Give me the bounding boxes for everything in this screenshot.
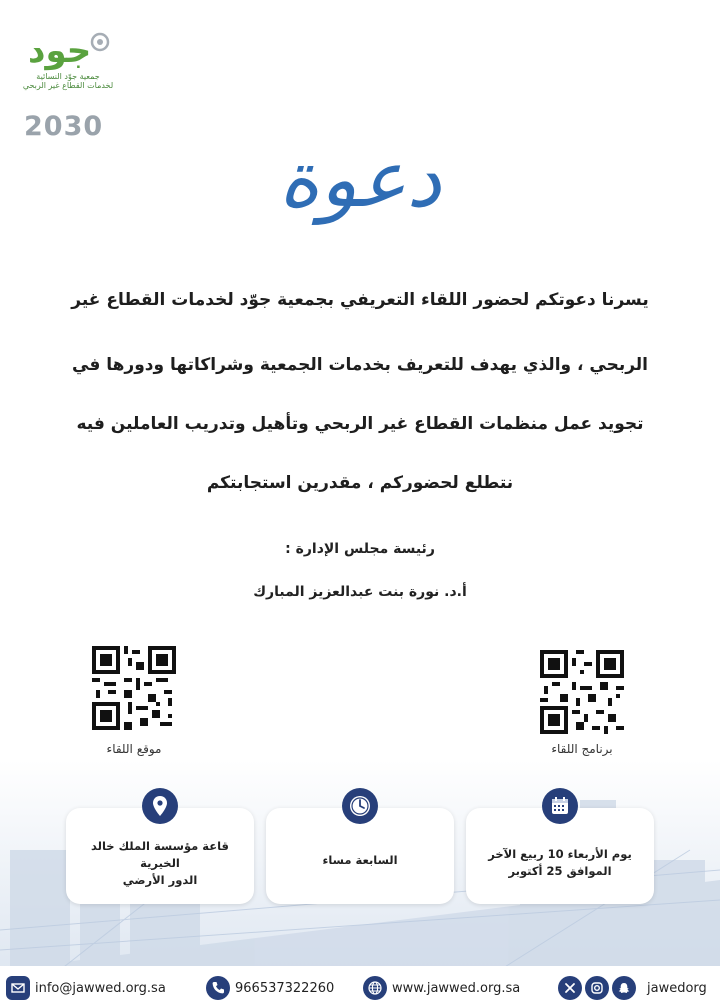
date-line2: الموافق 25 أكتوبر <box>508 864 612 878</box>
phone-contact[interactable] <box>206 975 334 1001</box>
body-line-4: نتطلع لحضوركم ، مقدرين استجابتكم <box>206 473 514 493</box>
invitation-title: دعوة <box>278 135 442 225</box>
instagram-icon[interactable] <box>585 976 609 1000</box>
phone-text[interactable]: 966537322260 <box>235 980 335 996</box>
location-qr-code[interactable] <box>92 646 176 730</box>
location-card <box>66 808 254 904</box>
time-text: السابعة مساء <box>322 853 398 867</box>
social-contact[interactable] <box>558 975 707 1001</box>
location-line1: قاعة مؤسسة الملك خالد <box>91 839 229 853</box>
location-pin-icon <box>142 788 178 824</box>
logo-association-name <box>22 72 114 90</box>
svg-text:جود: جود <box>28 31 92 71</box>
social-handle-text[interactable]: jawedorg <box>647 980 707 996</box>
phone-icon <box>206 976 230 1000</box>
signature-name: أ.د. نورة بنت عبدالعزيز المبارك <box>253 584 467 600</box>
signature-role: رئيسة مجلس الإدارة : <box>285 541 435 557</box>
vision-2030-logo: 2030 <box>24 111 104 142</box>
email-icon <box>6 976 30 1000</box>
location-qr-label: موقع اللقاء <box>106 742 162 756</box>
program-qr-label: برنامج اللقاء <box>551 742 613 756</box>
date-line1: يوم الأربعاء 10 ربيع الآخر <box>488 847 632 861</box>
calendar-icon <box>542 788 578 824</box>
time-card <box>266 808 454 904</box>
body-line-2: الربحي ، والذي يهدف للتعريف بخدمات الجمعية وشراكاتها ودورها في <box>72 355 648 375</box>
email-contact[interactable] <box>6 975 166 1001</box>
location-line2: الخيرية <box>140 856 180 870</box>
globe-icon <box>363 976 387 1000</box>
clock-icon <box>342 788 378 824</box>
snapchat-icon[interactable] <box>612 976 636 1000</box>
website-text[interactable]: www.jawwed.org.sa <box>392 980 521 996</box>
logo-name-line2: لخدمات القطاع غير الربحي <box>22 81 114 90</box>
body-line-3: تجويد عمل منظمات القطاع غير الربحي وتأهيل وتدريب العاملين فيه <box>76 414 644 434</box>
date-card <box>466 808 654 904</box>
email-text[interactable]: info@jawwed.org.sa <box>35 980 166 996</box>
logo-name-line1: جمعية جوّد النسائية <box>36 72 100 81</box>
website-contact[interactable] <box>363 975 520 1001</box>
contact-footer <box>0 966 720 1008</box>
jawwed-logo <box>22 22 114 142</box>
jawwed-logo-mark <box>22 22 114 72</box>
location-line3: الدور الأرضي <box>122 873 198 887</box>
program-qr-code[interactable] <box>540 650 624 734</box>
x-twitter-icon[interactable] <box>558 976 582 1000</box>
body-line-1: يسرنا دعوتكم لحضور اللقاء التعريفي بجمعية جوّد لخدمات القطاع غير <box>71 290 649 310</box>
